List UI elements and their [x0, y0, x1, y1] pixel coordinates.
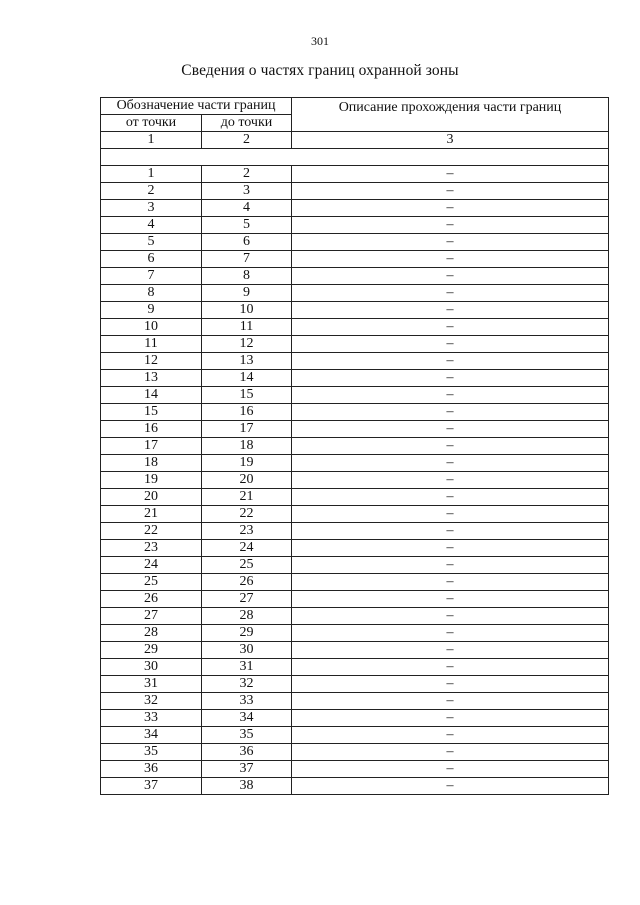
table-row: [101, 540, 609, 557]
boundary-parts-table: [100, 97, 609, 795]
table-row: [101, 676, 609, 693]
from-point-cell: 2: [101, 183, 202, 200]
header-to-point: до точки: [202, 115, 292, 132]
to-point-cell: 4: [202, 200, 292, 217]
from-point-cell: 10: [101, 319, 202, 336]
to-point-cell: 27: [202, 591, 292, 608]
description-cell: –: [292, 727, 609, 744]
header-description: Описание прохождения части границ: [292, 98, 609, 132]
from-point-cell: 31: [101, 676, 202, 693]
table-row: [101, 642, 609, 659]
table-row: [101, 421, 609, 438]
page-number: 301: [311, 34, 329, 48]
table-row: [101, 727, 609, 744]
table-row: [101, 744, 609, 761]
description-cell: –: [292, 557, 609, 574]
to-point-cell: 9: [202, 285, 292, 302]
description-cell: –: [292, 251, 609, 268]
from-point-cell: 7: [101, 268, 202, 285]
from-point-cell: 25: [101, 574, 202, 591]
description-cell: –: [292, 268, 609, 285]
table-row: [101, 438, 609, 455]
table-row: [101, 251, 609, 268]
column-numbers-row: [101, 132, 609, 149]
table-row: [101, 625, 609, 642]
table-row: [101, 591, 609, 608]
from-point-cell: 21: [101, 506, 202, 523]
to-point-cell: 30: [202, 642, 292, 659]
description-cell: –: [292, 642, 609, 659]
header-boundary-designation: Обозначение части границ: [101, 98, 292, 115]
description-cell: –: [292, 421, 609, 438]
table-row: [101, 574, 609, 591]
from-point-cell: 24: [101, 557, 202, 574]
to-point-cell: 31: [202, 659, 292, 676]
description-cell: –: [292, 591, 609, 608]
from-point-cell: 20: [101, 489, 202, 506]
to-point-cell: 20: [202, 472, 292, 489]
description-cell: –: [292, 540, 609, 557]
table-row: [101, 183, 609, 200]
to-point-cell: 5: [202, 217, 292, 234]
description-cell: –: [292, 506, 609, 523]
description-cell: –: [292, 387, 609, 404]
description-cell: –: [292, 574, 609, 591]
table-row: [101, 455, 609, 472]
table-row: [101, 608, 609, 625]
description-cell: –: [292, 608, 609, 625]
table-row: [101, 302, 609, 319]
table-row: [101, 489, 609, 506]
column-number: 1: [101, 132, 202, 149]
description-cell: –: [292, 302, 609, 319]
to-point-cell: 26: [202, 574, 292, 591]
to-point-cell: 6: [202, 234, 292, 251]
from-point-cell: 37: [101, 778, 202, 795]
empty-cell: [101, 149, 609, 166]
description-cell: –: [292, 455, 609, 472]
table-header-row: [101, 98, 609, 115]
to-point-cell: 33: [202, 693, 292, 710]
description-cell: –: [292, 353, 609, 370]
from-point-cell: 30: [101, 659, 202, 676]
from-point-cell: 4: [101, 217, 202, 234]
description-cell: –: [292, 625, 609, 642]
table-row: [101, 217, 609, 234]
from-point-cell: 34: [101, 727, 202, 744]
column-number: 2: [202, 132, 292, 149]
from-point-cell: 19: [101, 472, 202, 489]
description-cell: –: [292, 761, 609, 778]
description-cell: –: [292, 693, 609, 710]
description-cell: –: [292, 438, 609, 455]
from-point-cell: 16: [101, 421, 202, 438]
description-cell: –: [292, 744, 609, 761]
header-from-point: от точки: [101, 115, 202, 132]
to-point-cell: 38: [202, 778, 292, 795]
empty-row: [101, 149, 609, 166]
to-point-cell: 29: [202, 625, 292, 642]
table-row: [101, 200, 609, 217]
to-point-cell: 22: [202, 506, 292, 523]
from-point-cell: 15: [101, 404, 202, 421]
to-point-cell: 32: [202, 676, 292, 693]
from-point-cell: 35: [101, 744, 202, 761]
from-point-cell: 28: [101, 625, 202, 642]
table-row: [101, 761, 609, 778]
description-cell: –: [292, 659, 609, 676]
table-row: [101, 166, 609, 183]
to-point-cell: 17: [202, 421, 292, 438]
description-cell: –: [292, 234, 609, 251]
description-cell: –: [292, 489, 609, 506]
description-cell: –: [292, 710, 609, 727]
from-point-cell: 27: [101, 608, 202, 625]
from-point-cell: 11: [101, 336, 202, 353]
table-row: [101, 472, 609, 489]
table-row: [101, 523, 609, 540]
from-point-cell: 5: [101, 234, 202, 251]
description-cell: –: [292, 183, 609, 200]
description-cell: –: [292, 778, 609, 795]
table-row: [101, 370, 609, 387]
to-point-cell: 2: [202, 166, 292, 183]
from-point-cell: 36: [101, 761, 202, 778]
description-cell: –: [292, 676, 609, 693]
from-point-cell: 14: [101, 387, 202, 404]
from-point-cell: 6: [101, 251, 202, 268]
table-row: [101, 285, 609, 302]
table-row: [101, 319, 609, 336]
to-point-cell: 19: [202, 455, 292, 472]
to-point-cell: 11: [202, 319, 292, 336]
table-row: [101, 234, 609, 251]
description-cell: –: [292, 523, 609, 540]
description-cell: –: [292, 404, 609, 421]
table-row: [101, 659, 609, 676]
to-point-cell: 7: [202, 251, 292, 268]
to-point-cell: 28: [202, 608, 292, 625]
description-cell: –: [292, 370, 609, 387]
description-cell: –: [292, 472, 609, 489]
to-point-cell: 13: [202, 353, 292, 370]
from-point-cell: 18: [101, 455, 202, 472]
table-row: [101, 353, 609, 370]
table-row: [101, 778, 609, 795]
description-cell: –: [292, 200, 609, 217]
from-point-cell: 8: [101, 285, 202, 302]
description-cell: –: [292, 285, 609, 302]
document-title: Сведения о частях границ охранной зоны: [181, 62, 459, 79]
from-point-cell: 1: [101, 166, 202, 183]
description-cell: –: [292, 166, 609, 183]
to-point-cell: 25: [202, 557, 292, 574]
table-row: [101, 387, 609, 404]
to-point-cell: 21: [202, 489, 292, 506]
to-point-cell: 16: [202, 404, 292, 421]
from-point-cell: 23: [101, 540, 202, 557]
to-point-cell: 18: [202, 438, 292, 455]
to-point-cell: 10: [202, 302, 292, 319]
column-number: 3: [292, 132, 609, 149]
to-point-cell: 14: [202, 370, 292, 387]
from-point-cell: 33: [101, 710, 202, 727]
from-point-cell: 29: [101, 642, 202, 659]
table-row: [101, 268, 609, 285]
from-point-cell: 12: [101, 353, 202, 370]
table-row: [101, 506, 609, 523]
description-cell: –: [292, 336, 609, 353]
description-cell: –: [292, 217, 609, 234]
from-point-cell: 22: [101, 523, 202, 540]
to-point-cell: 12: [202, 336, 292, 353]
from-point-cell: 32: [101, 693, 202, 710]
table-row: [101, 336, 609, 353]
table-row: [101, 404, 609, 421]
from-point-cell: 26: [101, 591, 202, 608]
to-point-cell: 3: [202, 183, 292, 200]
table-row: [101, 557, 609, 574]
to-point-cell: 8: [202, 268, 292, 285]
table-row: [101, 710, 609, 727]
to-point-cell: 23: [202, 523, 292, 540]
to-point-cell: 34: [202, 710, 292, 727]
from-point-cell: 13: [101, 370, 202, 387]
from-point-cell: 3: [101, 200, 202, 217]
description-cell: –: [292, 319, 609, 336]
to-point-cell: 15: [202, 387, 292, 404]
to-point-cell: 35: [202, 727, 292, 744]
table-row: [101, 693, 609, 710]
from-point-cell: 17: [101, 438, 202, 455]
to-point-cell: 37: [202, 761, 292, 778]
to-point-cell: 24: [202, 540, 292, 557]
from-point-cell: 9: [101, 302, 202, 319]
to-point-cell: 36: [202, 744, 292, 761]
